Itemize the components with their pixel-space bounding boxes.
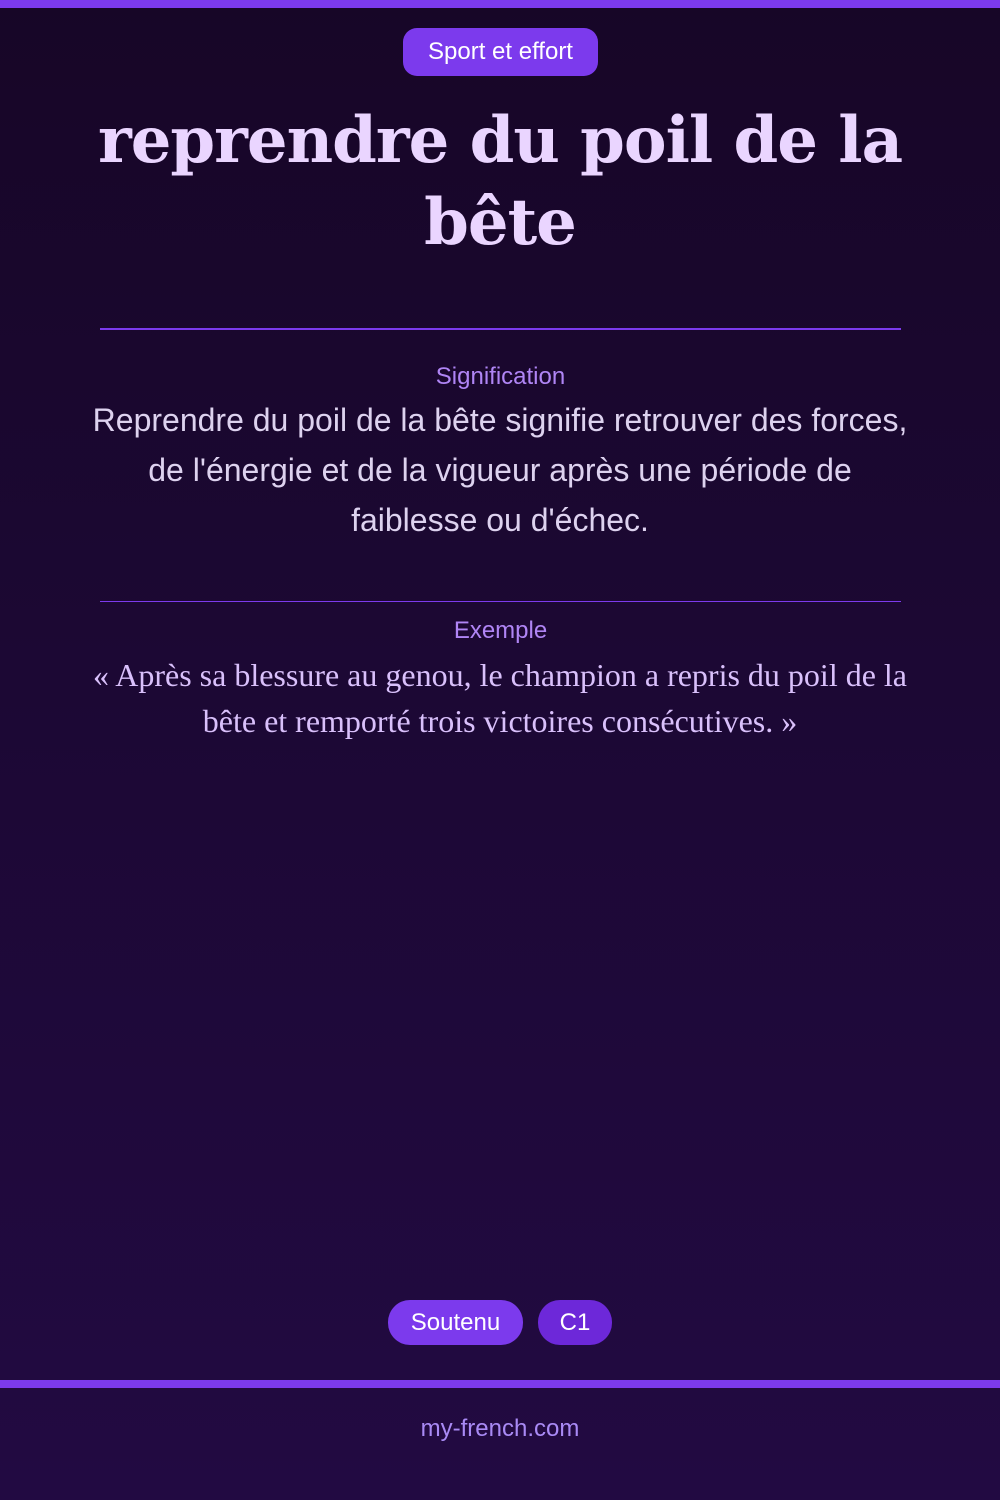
expression-title: reprendre du poil de la bête (97, 103, 903, 260)
meaning-text: Reprendre du poil de la bête signifie retrouver des forces, de l'énergie et de la vigueur après une période de faiblesse ou d'échec. (92, 402, 908, 538)
footer-site-link[interactable]: my-french.com (420, 1415, 580, 1442)
divider-top (100, 328, 901, 330)
category-badge: Sport et effort (403, 28, 598, 76)
top-accent-bar (0, 0, 1000, 8)
bottom-accent-bar (0, 1380, 1000, 1388)
register-tag: Soutenu (388, 1300, 523, 1345)
level-tag: C1 (538, 1300, 612, 1345)
meaning-label: Signification (435, 363, 566, 390)
divider-middle (100, 601, 901, 602)
example-text: « Après sa blessure au genou, le champion a repris du poil de la bête et remporté trois victoires consécutives. » (93, 657, 907, 739)
example-label: Exemple (453, 617, 548, 644)
